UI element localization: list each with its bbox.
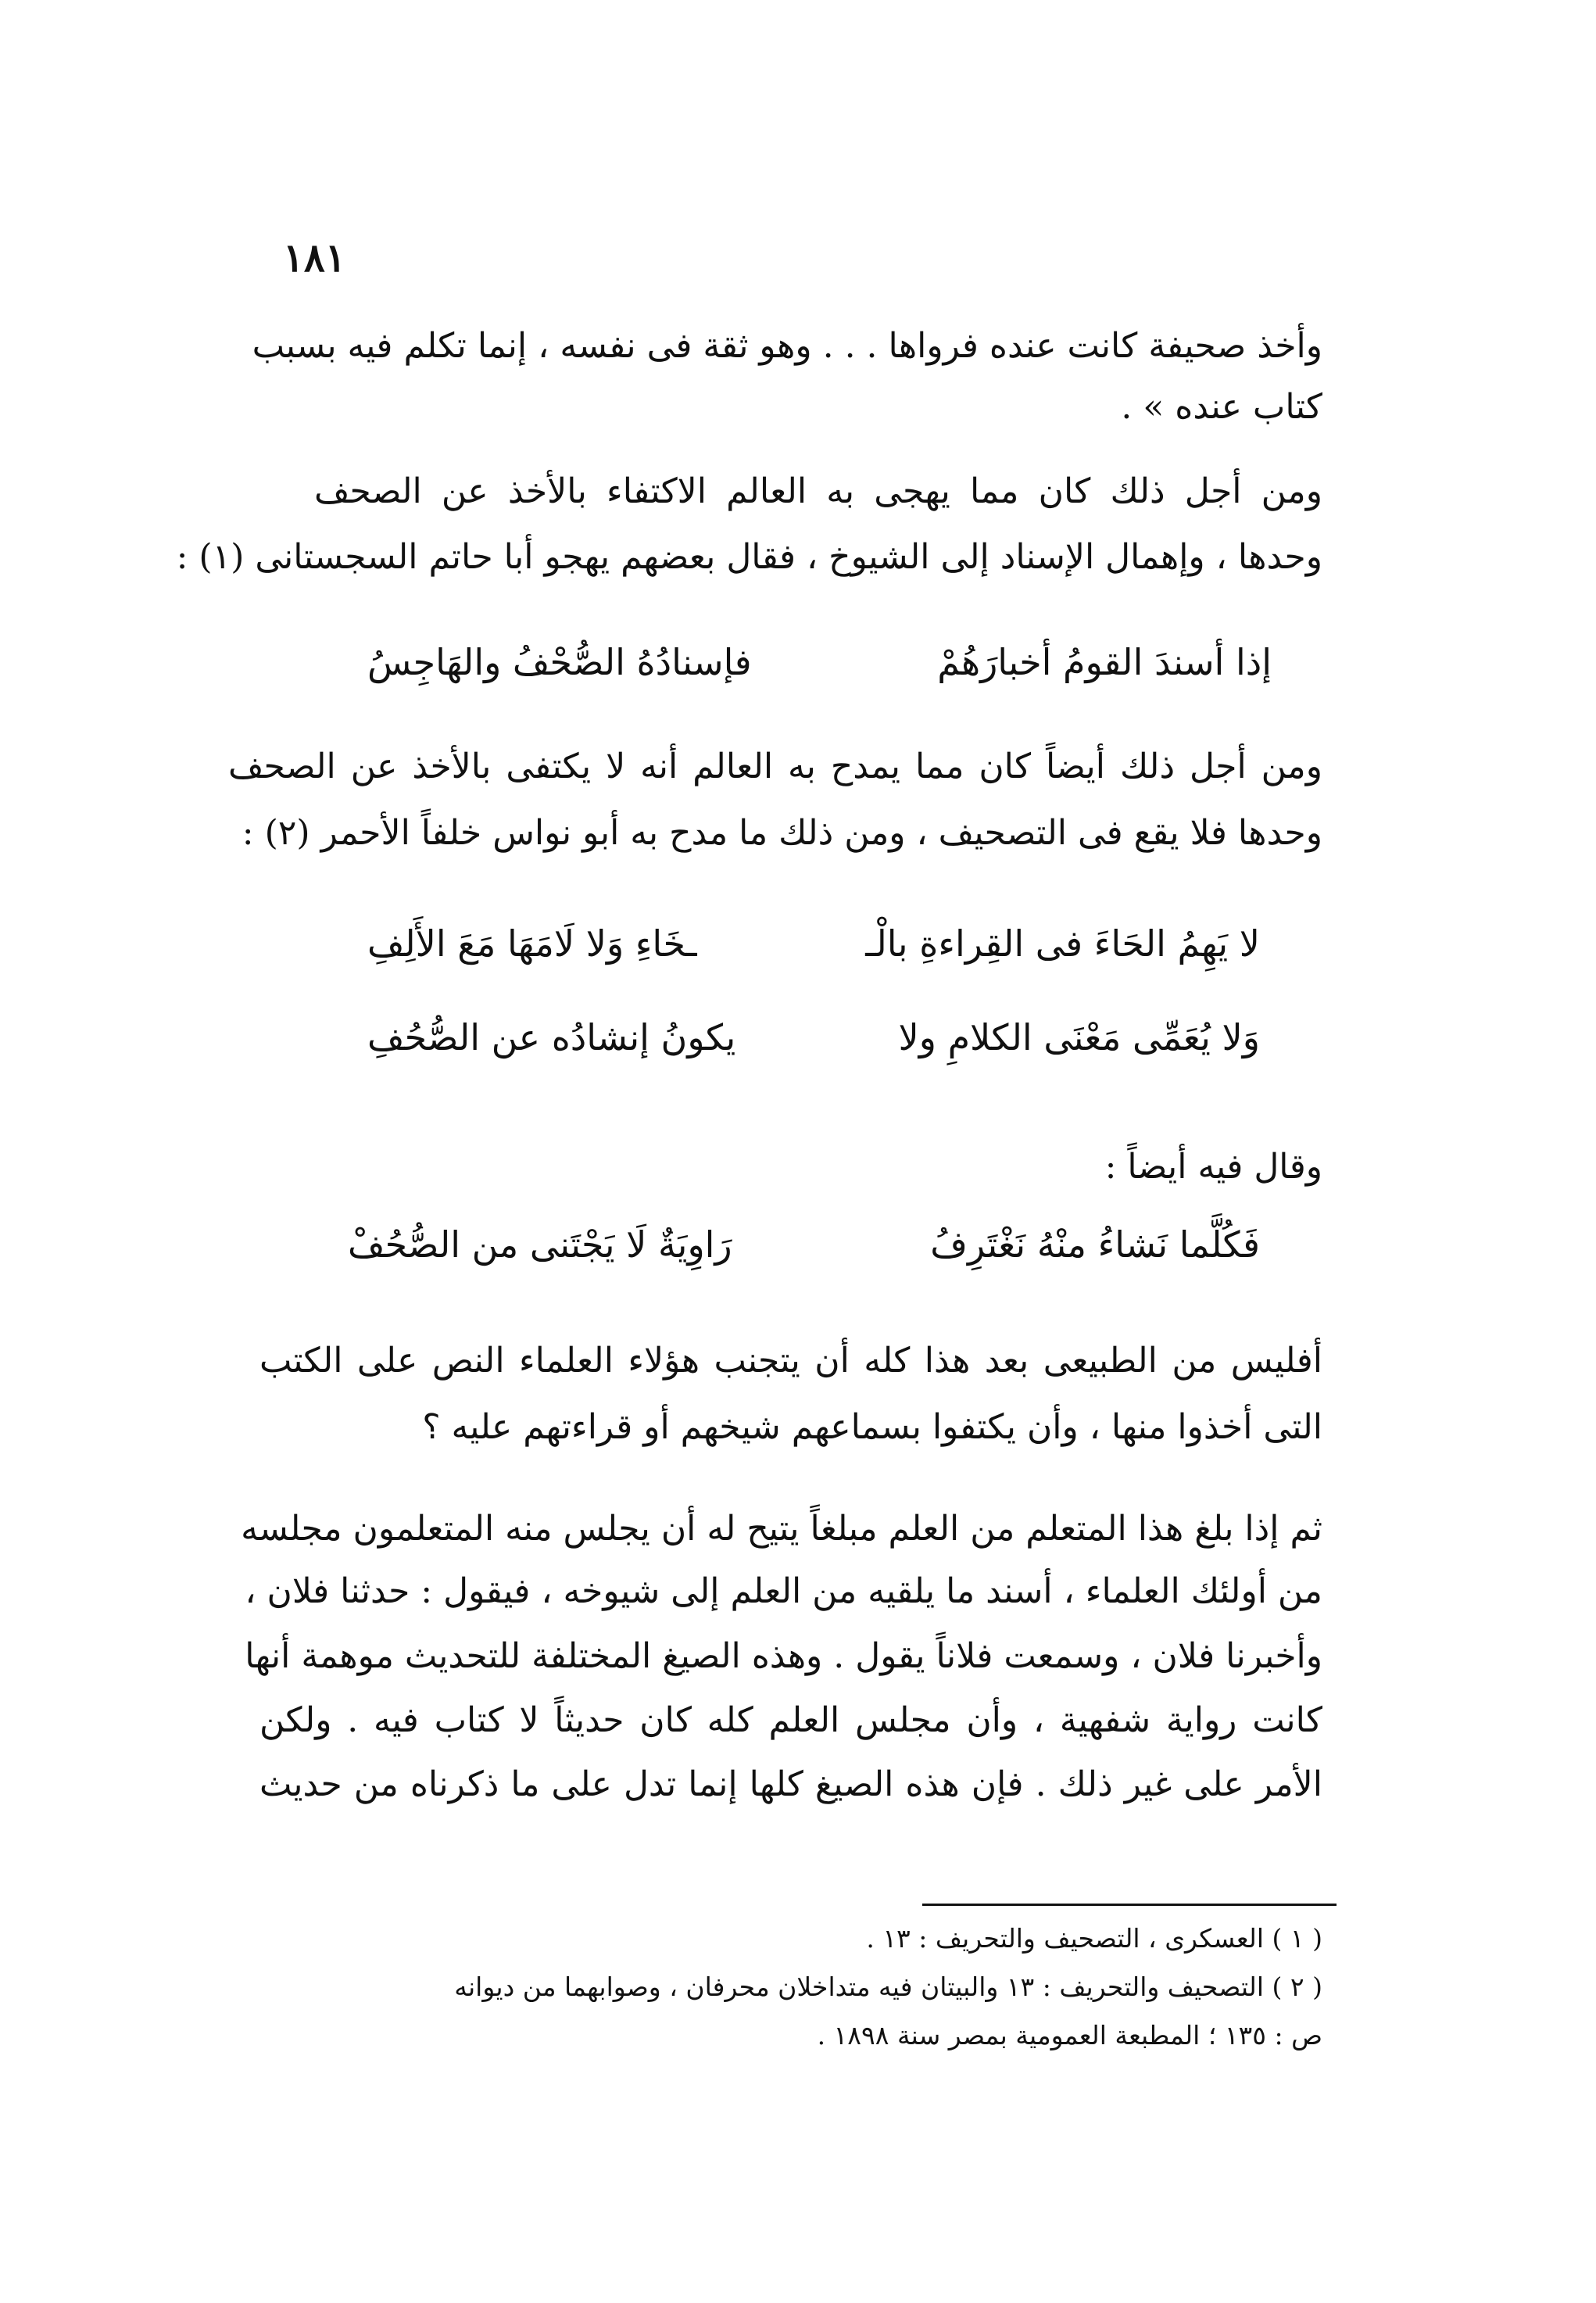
footnote: ( ١ ) العسكرى ، التصحيف والتحريف : ١٣ . — [866, 1923, 1322, 1954]
text-line: أفليس من الطبيعى بعد هذا كله أن يتجنب هؤلاء العلماء النص على الكتب — [259, 1341, 1322, 1381]
footnote: ( ٢ ) التصحيف والتحريف : ١٣ والبيتان فيه متداخلان محرفان ، وصوابهما من ديوانه — [454, 1972, 1322, 2002]
footnote: ص : ١٣٥ ؛ المطبعة العمومية بمصر سنة ١٨٩٨ . — [817, 2020, 1322, 2050]
text-line: الأمر على غير ذلك . فإن هذه الصيغ كلها إنما تدل على ما ذكرناه من حديث — [259, 1764, 1322, 1804]
text-line: وأخبرنا فلان ، وسمعت فلاناً يقول . وهذه الصيغ المختلفة للتحديث موهمة أنها — [245, 1636, 1322, 1676]
verse-hemistich-right: وَلا يُعَمِّى مَعْنَى الكلامِ ولا — [898, 1016, 1260, 1058]
verse-hemistich-right: فَكُلَّما نَشاءُ منْهُ نَغْتَرِفُ — [930, 1223, 1260, 1266]
verse-hemistich-left: يكونُ إنشادُه عن الصُّحُفِ — [367, 1016, 736, 1058]
text-line: وحدها فلا يقع فى التصحيف ، ومن ذلك ما مدح به أبو نواس خلفاً الأحمر (٢) : — [242, 813, 1322, 853]
verse-hemistich-left: ـخَاءِ وَلا لَامَهَا مَعَ الأَلِفِ — [367, 922, 697, 965]
text-line: التى أخذوا منها ، وأن يكتفوا بسماعهم شيخهم أو قراءتهم عليه ؟ — [422, 1407, 1322, 1447]
verse-hemistich-right: إذا أسندَ القومُ أخبارَهُمْ — [937, 641, 1272, 683]
text-line: ثم إذا بلغ هذا المتعلم من العلم مبلغاً يتيح له أن يجلس منه المتعلمون مجلسه — [241, 1509, 1322, 1549]
footnote-separator — [922, 1904, 1337, 1906]
text-line: وحدها ، وإهمال الإسناد إلى الشيوخ ، فقال بعضهم يهجو أبا حاتم السجستانى (١) : — [176, 537, 1322, 577]
text-line: كتاب عنده » . — [1121, 387, 1322, 427]
text-line: كانت رواية شفهية ، وأن مجلس العلم كله كان حديثاً لا كتاب فيه . ولكن — [259, 1700, 1322, 1740]
text-line: وقال فيه أيضاً : — [1104, 1147, 1322, 1187]
verse-hemistich-right: لا يَهِمُ الحَاءَ فى القِراءةِ بالْـ — [865, 922, 1260, 965]
text-line: من أولئك العلماء ، أسند ما يلقيه من العلم إلى شيوخه ، فيقول : حدثنا فلان ، — [245, 1571, 1322, 1611]
text-line: ومن أجل ذلك كان مما يهجى به العالم الاكتفاء بالأخذ عن الصحف — [314, 471, 1322, 511]
text-line: وأخذ صحيفة كانت عنده فرواها . . . وهو ثقة فى نفسه ، إنما تكلم فيه بسبب — [252, 326, 1322, 366]
verse-hemistich-left: رَاوِيَةٌ لَا يَجْتَنى من الصُّحُفْ — [348, 1223, 732, 1266]
text-line: ومن أجل ذلك أيضاً كان مما يمدح به العالم أنه لا يكتفى بالأخذ عن الصحف — [228, 747, 1322, 786]
page-number: ١٨١ — [283, 235, 346, 281]
verse-hemistich-left: فإسنادُهُ الصُّحْفُ والهَاجِسُ — [367, 641, 752, 683]
